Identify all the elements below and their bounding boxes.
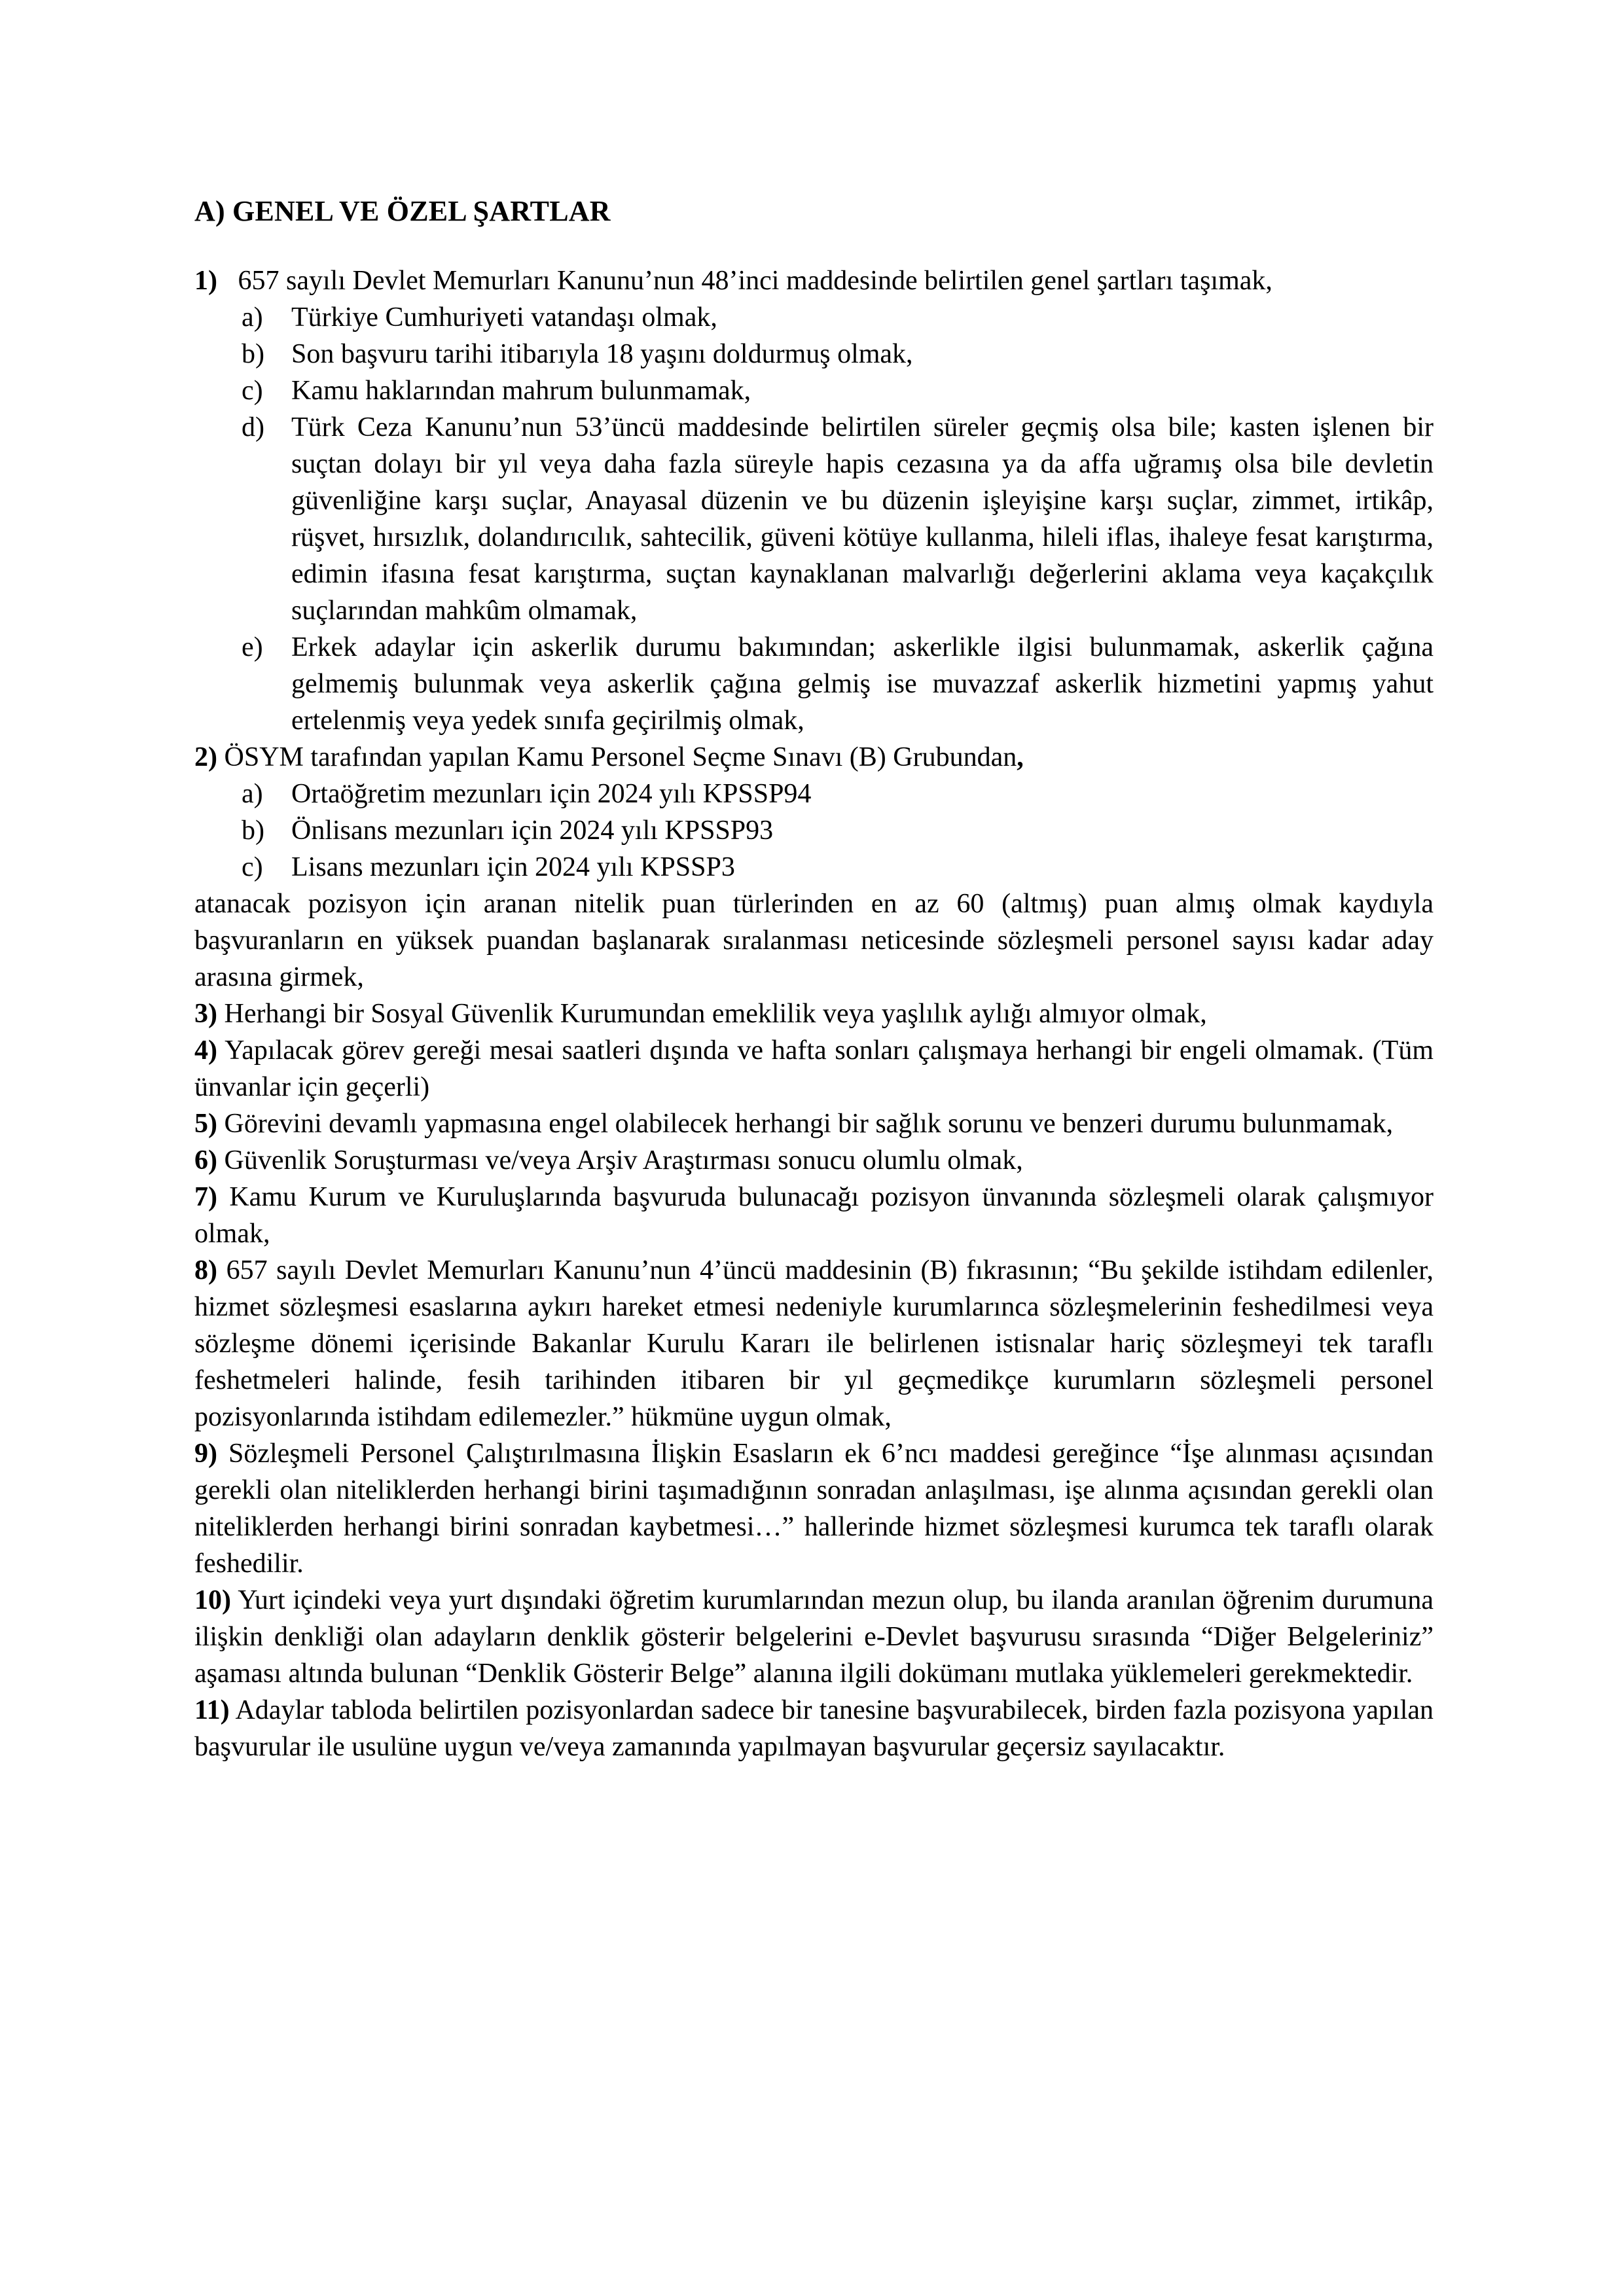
sub-item-1a-marker: a) (242, 302, 263, 332)
list-item-5-text: Görevini devamlı yapmasına engel olabilecek herhangi bir sağlık sorunu ve benzeri durumu bulunmamak, (224, 1108, 1394, 1139)
list-item-9-text: Sözleşmeli Personel Çalıştırılmasına İlişkin Esasların ek 6’ncı maddesi gereğince “İşe alınması açısından gerekli olan niteliklerden herhangi birini taşımadığının sonradan anlaşılması, işe alınma açısından gerekli olan niteliklerden herhangi birini sonradan kaybetmesi…” hallerinde hizmet sözleşmesi kurumca tek taraflı olarak feshedilir. (194, 1438, 1434, 1579)
list-item-10-text: Yurt içindeki veya yurt dışındaki öğretim kurumlarından mezun olup, bu ilanda aranılan öğrenim durumuna ilişkin denkliği olan adayların denklik gösterir belgelerini e-Devlet başvurusu sırasında “Diğer Belgeleriniz” aşaması altında bulunan “Denklik Gösterir Belge” alanına ilgili dokümanı mutlaka yüklemeleri gerekmektedir. (194, 1585, 1434, 1689)
sub-item-2c (194, 849, 1434, 886)
document-body (194, 262, 1434, 1765)
sub-item-1d (194, 409, 1434, 629)
list-item-9 (194, 1435, 1434, 1582)
sub-item-1c-marker: c) (242, 375, 263, 406)
sub-list-1 (194, 299, 1434, 739)
page-title: A) GENEL VE ÖZEL ŞARTLAR (194, 195, 611, 227)
list-item-10 (194, 1582, 1434, 1692)
list-item-3-marker: 3) (194, 998, 217, 1029)
sub-item-1c-text: Kamu haklarından mahrum bulunmamak, (291, 375, 751, 406)
list-item-6-marker: 6) (194, 1145, 217, 1175)
list-item-3 (194, 996, 1434, 1032)
sub-item-1b-text: Son başvuru tarihi itibarıyla 18 yaşını doldurmuş olmak, (291, 338, 913, 369)
sub-item-2b-marker: b) (242, 815, 264, 846)
list-item-1-text: 657 sayılı Devlet Memurları Kanunu’nun 48’inci maddesinde belirtilen genel şartları taşımak, (238, 265, 1272, 296)
sub-item-1a (194, 299, 1434, 336)
list-item-8 (194, 1252, 1434, 1435)
list-item-2-continuation: atanacak pozisyon için aranan nitelik puan türlerinden en az 60 (altmış) puan almış olmak kaydıyla başvuranların en yüksek puandan başlanarak sıralanması neticesinde sözleşmeli personel sayısı kadar aday arasına girmek, (194, 888, 1434, 992)
list-item-5-marker: 5) (194, 1108, 217, 1139)
list-item-1-marker: 1) (194, 265, 217, 296)
list-item-2 (194, 739, 1434, 776)
sub-item-1d-text: Türk Ceza Kanunu’nun 53’üncü maddesinde belirtilen süreler geçmiş olsa bile; kasten işlenen bir suçtan dolayı bir yıl veya daha fazla süreyle hapis cezasına ya da affa uğramış olsa bile devletin güvenliğine karşı suçlar, Anayasal düzenin ve bu düzenin işleyişine karşı suçlar, zimmet, irtikâp, rüşvet, hırsızlık, dolandırıcılık, sahtecilik, güveni kötüye kullanma, hileli iflas, ihaleye fesat karıştırma, edimin ifasına fesat karıştırma, suçtan kaynaklanan malvarlığı değerlerini aklama veya kaçakçılık suçlarından mahkûm olmamak, (291, 412, 1434, 626)
list-item-6 (194, 1142, 1434, 1179)
sub-item-2a-marker: a) (242, 778, 263, 809)
sub-item-2c-text: Lisans mezunları için 2024 yılı KPSSP3 (291, 852, 735, 882)
list-item-8-marker: 8) (194, 1255, 217, 1285)
sub-item-1e (194, 629, 1434, 739)
list-item-2-text-tail: , (1017, 742, 1024, 772)
list-item-2-text: ÖSYM tarafından yapılan Kamu Personel Seçme Sınavı (B) Grubundan (224, 742, 1017, 772)
sub-item-1d-marker: d) (242, 412, 264, 442)
sub-item-1b (194, 336, 1434, 372)
list-item-3-text: Herhangi bir Sosyal Güvenlik Kurumundan emeklilik veya yaşlılık aylığı almıyor olmak, (224, 998, 1207, 1029)
list-item-7-text: Kamu Kurum ve Kuruluşlarında başvuruda bulunacağı pozisyon ünvanında sözleşmeli olarak çalışmıyor olmak, (194, 1181, 1434, 1249)
sub-item-2b (194, 812, 1434, 849)
sub-item-2b-text: Önlisans mezunları için 2024 yılı KPSSP93 (291, 815, 774, 846)
list-item-2-marker: 2) (194, 742, 217, 772)
list-item-4-text: Yapılacak görev gereği mesai saatleri dışında ve hafta sonları çalışmaya herhangi bir engeli olmamak. (Tüm ünvanlar için geçerli) (194, 1035, 1434, 1102)
list-item-4-marker: 4) (194, 1035, 217, 1066)
sub-item-1c (194, 372, 1434, 409)
list-item-8-text: 657 sayılı Devlet Memurları Kanunu’nun 4’üncü maddesinin (B) fıkrasının; “Bu şekilde istihdam edilenler, hizmet sözleşmesi esaslarına aykırı hareket etmesi nedeniyle kurumlarınca sözleşmelerinin feshedilmesi veya sözleşme dönemi içerisinde Bakanlar Kurulu Kararı ile belirlenen istisnalar hariç sözleşmeyi tek taraflı feshetmeleri halinde, fesih tarihinden itibaren bir yıl geçmedikçe kurumların sözleşmeli personel pozisyonlarında istihdam edilemezler.” hükmüne uygun olmak, (194, 1255, 1434, 1432)
list-item-5 (194, 1105, 1434, 1142)
sub-item-2c-marker: c) (242, 852, 263, 882)
sub-item-2a-text: Ortaöğretim mezunları için 2024 yılı KPSSP94 (291, 778, 812, 809)
list-item-1 (194, 262, 1434, 299)
sub-item-1e-marker: e) (242, 632, 263, 662)
list-item-7 (194, 1179, 1434, 1252)
list-item-11-marker: 11) (194, 1695, 230, 1725)
list-item-10-marker: 10) (194, 1585, 231, 1615)
list-item-4 (194, 1032, 1434, 1105)
sub-list-2 (194, 776, 1434, 886)
list-item-9-marker: 9) (194, 1438, 217, 1469)
list-item-11 (194, 1692, 1434, 1765)
list-item-11-text: Adaylar tabloda belirtilen pozisyonlardan sadece bir tanesine başvurabilecek, birden fazla pozisyona yapılan başvurular ile usulüne uygun ve/veya zamanında yapılmayan başvurular geçersiz sayılacaktır. (194, 1695, 1434, 1762)
list-item-6-text: Güvenlik Soruşturması ve/veya Arşiv Araştırması sonucu olumlu olmak, (224, 1145, 1023, 1175)
list-item-7-marker: 7) (194, 1181, 217, 1212)
sub-item-1e-text: Erkek adaylar için askerlik durumu bakımından; askerlikle ilgisi bulunmamak, askerlik çağına gelmemiş bulunmak veya askerlik çağına gelmiş ise muvazzaf askerlik hizmetini yapmış yahut ertelenmiş veya yedek sınıfa geçirilmiş olmak, (291, 632, 1434, 736)
sub-item-1a-text: Türkiye Cumhuriyeti vatandaşı olmak, (291, 302, 717, 332)
sub-item-1b-marker: b) (242, 338, 264, 369)
sub-item-2a (194, 776, 1434, 812)
